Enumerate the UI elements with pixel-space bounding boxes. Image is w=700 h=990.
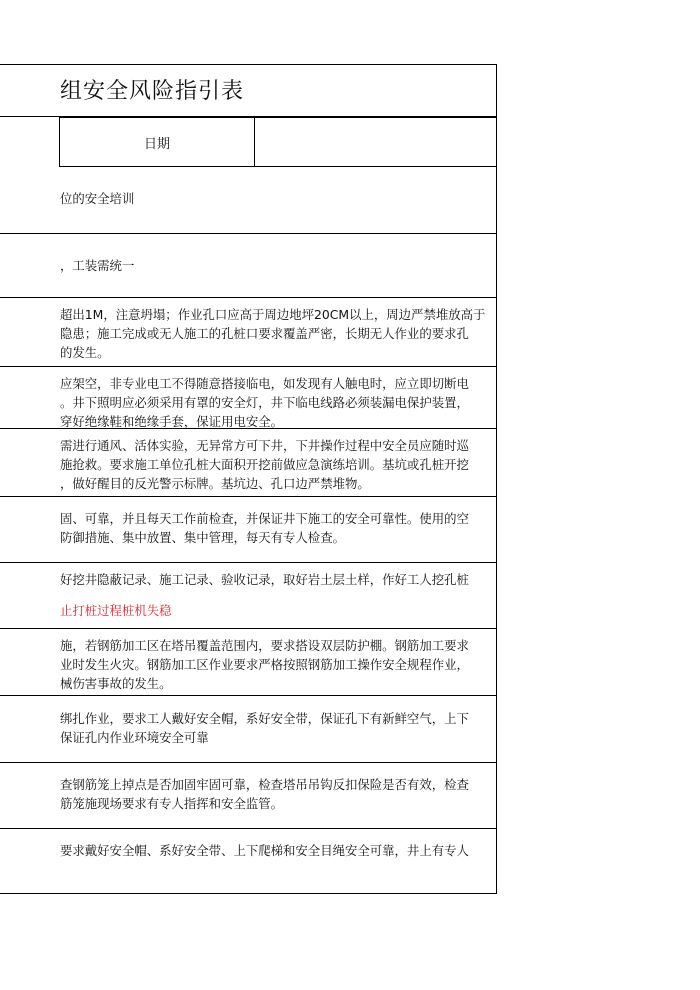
row-divider [0,828,497,829]
row-divider [0,233,497,234]
table-row: 施，若钢筋加工区在塔吊覆盖范围内，要求搭设双层防护棚。钢筋加工要求 业时发生火灾。钢筋加工区作业要求严格按照钢筋加工操作安全规程作业， 械伤害事故的发生。 [60,638,469,691]
row-divider [0,762,497,763]
table-row: 位的安全培训 [60,191,135,206]
table-row: 好挖井隐蔽记录、施工记录、验收记录，取好岩土层土样，作好工人挖孔桩 [60,572,469,587]
table-row: 固、可靠，并且每天工作前检查，并保证井下施工的安全可靠性。使用的空 防御措施、集中放置、集中管理，每天有专人检查。 [60,511,469,545]
row-divider [0,562,497,563]
top-border [0,64,497,65]
table-row: 查钢筋笼上掉点是否加固牢固可靠，检查塔吊吊钩反扣保险是否有效，检查 筋笼施现场要求有专人指挥和安全监管。 [60,777,469,811]
table-row: ，工装需统一 [60,258,135,273]
date-label-cell [59,117,255,167]
row-divider [0,366,497,367]
page-title: 组安全风险指引表 [60,79,245,104]
table-row: 应架空，非专业电工不得随意搭接临电，如发现有人触电时，应立即切断电 。井下照明应必须采用有罩的安全灯，井下临电线路必须装漏电保护装置， 穿好绝缘鞋和绝缘手套，保证用电安全。 [60,376,469,429]
row-divider [0,297,497,298]
table-row: 需进行通风、活体实验，无异常方可下井，下井操作过程中安全员应随时巡 施抢救。要求施工单位孔桩大面积开挖前做应急演练培训。基坑或孔桩开挖 ，做好醒目的反光警示标牌。基坑边、孔口边严禁堆物。 [60,438,469,491]
table-row: 超出1M，注意坍塌；作业孔口应高于周边地坪20CM以上，周边严禁堆放高于 隐患；施工完成或无人施工的孔桩口要求覆盖严密，长期无人作业的要求孔 的发生。 [60,307,486,360]
table-row: 绑扎作业，要求工人戴好安全帽，系好安全带，保证孔下有新鲜空气，上下 保证孔内作业环境安全可靠 [60,711,469,745]
row-divider [0,628,497,629]
right-border [496,64,497,893]
date-value-cell[interactable] [253,117,496,167]
row-divider [0,496,497,497]
row-divider [0,695,497,696]
bottom-border [0,893,497,894]
table-row: 要求戴好安全帽、系好安全带、上下爬梯和安全目绳安全可靠，井上有专人 [60,843,469,858]
table-row-highlight: 止打桩过程桩机失稳 [60,603,172,618]
date-label: 日期 [143,136,170,152]
